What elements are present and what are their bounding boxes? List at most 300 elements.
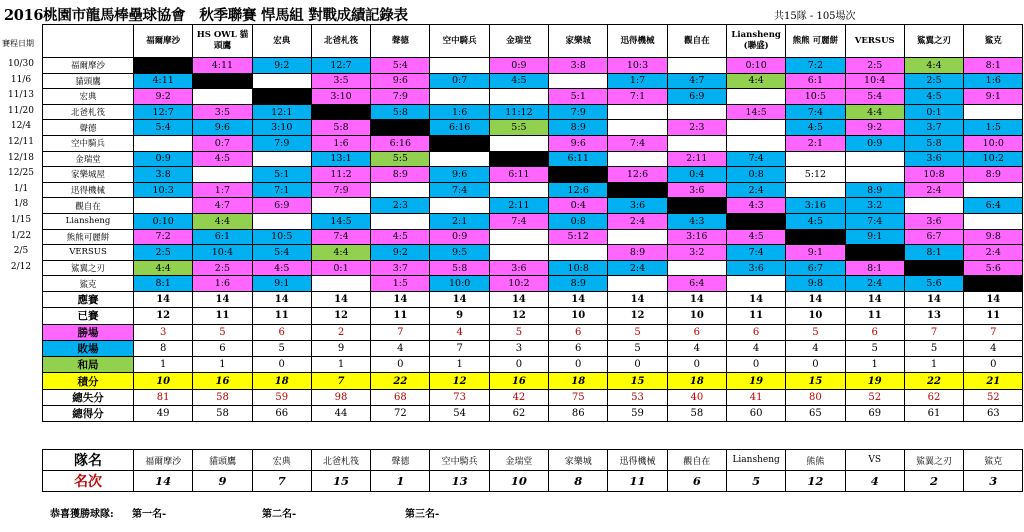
rank-team-name: 空中騎兵 xyxy=(430,450,489,471)
row-team-name: 迅得機械 xyxy=(43,182,134,198)
score-cell xyxy=(489,245,548,261)
summary-value: 13 xyxy=(904,308,963,324)
team-column-header: 觀自在 xyxy=(667,25,726,58)
summary-row xyxy=(43,389,1023,405)
score-cell: 9:1 xyxy=(964,89,1023,105)
score-cell xyxy=(489,229,548,245)
summary-value: 14 xyxy=(489,291,548,307)
summary-row xyxy=(43,340,1023,356)
score-cell: 4:5 xyxy=(252,260,311,276)
score-cell xyxy=(430,89,489,105)
score-cell xyxy=(904,198,963,214)
team-column-header: 宏典 xyxy=(252,25,311,58)
summary-value: 0 xyxy=(667,357,726,373)
summary-value: 5 xyxy=(489,324,548,340)
score-cell: 3:6 xyxy=(904,151,963,167)
summary-label: 總得分 xyxy=(43,405,134,421)
score-cell: 10:2 xyxy=(489,276,548,292)
rank-place: 6 xyxy=(667,471,726,492)
results-grid xyxy=(42,24,1023,422)
row-team-name: 熊熊可麗餅 xyxy=(43,229,134,245)
score-cell xyxy=(371,213,430,229)
summary-value: 11 xyxy=(726,308,785,324)
self-match-cell xyxy=(964,276,1023,292)
score-cell: 3:5 xyxy=(193,104,252,120)
score-cell: 7:4 xyxy=(608,135,667,151)
summary-row xyxy=(43,357,1023,373)
summary-value: 12 xyxy=(430,373,489,389)
rank-team-name: 觀自在 xyxy=(667,450,726,471)
score-cell: 2:3 xyxy=(667,120,726,136)
summary-value: 21 xyxy=(964,373,1023,389)
score-cell: 4:7 xyxy=(667,73,726,89)
summary-value: 11 xyxy=(845,308,904,324)
summary-value: 44 xyxy=(311,405,370,421)
schedule-date: 11/20 xyxy=(8,105,34,116)
score-cell: 12:1 xyxy=(252,104,311,120)
summary-value: 42 xyxy=(489,389,548,405)
summary-value: 0 xyxy=(549,357,608,373)
team-row xyxy=(43,213,1023,229)
score-cell: 9:1 xyxy=(845,229,904,245)
score-cell: 0:9 xyxy=(430,229,489,245)
score-cell: 3:2 xyxy=(667,245,726,261)
ranking-table xyxy=(42,449,1023,492)
score-cell: 3:8 xyxy=(134,167,193,183)
score-cell: 7:4 xyxy=(726,151,785,167)
score-cell: 3:6 xyxy=(667,182,726,198)
summary-row xyxy=(43,405,1023,421)
score-cell: 8:9 xyxy=(549,276,608,292)
score-cell: 5:4 xyxy=(845,89,904,105)
score-cell: 2:1 xyxy=(786,135,845,151)
summary-value: 12 xyxy=(311,308,370,324)
score-cell: 14:5 xyxy=(726,104,785,120)
summary-value: 60 xyxy=(726,405,785,421)
team-row xyxy=(43,260,1023,276)
team-column-header: 家樂城 xyxy=(549,25,608,58)
score-cell: 9:2 xyxy=(371,245,430,261)
summary-value: 1 xyxy=(845,357,904,373)
summary-value: 4 xyxy=(371,340,430,356)
team-row xyxy=(43,104,1023,120)
summary-value: 8 xyxy=(134,340,193,356)
rank-place: 4 xyxy=(845,471,904,492)
schedule-date: 1/15 xyxy=(10,214,32,225)
score-cell: 0:4 xyxy=(549,198,608,214)
score-cell: 8:1 xyxy=(964,58,1023,74)
score-cell: 9:5 xyxy=(430,245,489,261)
summary-value: 68 xyxy=(371,389,430,405)
score-cell: 10:0 xyxy=(430,276,489,292)
summary-value: 22 xyxy=(371,373,430,389)
schedule-date: 1/22 xyxy=(10,230,32,241)
self-match-cell xyxy=(430,135,489,151)
score-cell: 0:8 xyxy=(549,213,608,229)
row-team-name: 觀自在 xyxy=(43,198,134,214)
summary-value: 7 xyxy=(311,373,370,389)
summary-value: 66 xyxy=(252,405,311,421)
score-cell: 5:1 xyxy=(252,167,311,183)
score-cell: 11:12 xyxy=(489,104,548,120)
summary-value: 2 xyxy=(311,324,370,340)
score-cell: 6:4 xyxy=(964,198,1023,214)
score-cell xyxy=(430,58,489,74)
score-cell: 4:5 xyxy=(489,73,548,89)
summary-value: 59 xyxy=(608,405,667,421)
summary-value: 63 xyxy=(964,405,1023,421)
score-cell: 8:9 xyxy=(549,120,608,136)
score-cell: 2:3 xyxy=(371,198,430,214)
score-cell xyxy=(549,73,608,89)
score-cell: 1:6 xyxy=(311,135,370,151)
summary-value: 14 xyxy=(252,291,311,307)
score-cell xyxy=(252,151,311,167)
score-cell: 2:4 xyxy=(608,260,667,276)
summary-value: 59 xyxy=(252,389,311,405)
row-team-name: 家樂城屋 xyxy=(43,167,134,183)
summary-value: 15 xyxy=(786,373,845,389)
score-cell: 2:4 xyxy=(904,182,963,198)
summary-value: 58 xyxy=(667,405,726,421)
self-match-cell xyxy=(489,151,548,167)
self-match-cell xyxy=(904,260,963,276)
score-cell: 5:12 xyxy=(549,229,608,245)
score-cell: 8:1 xyxy=(904,245,963,261)
schedule-date: 12/4 xyxy=(10,121,32,132)
team-column-header: 福爾摩沙 xyxy=(134,25,193,58)
row-team-name: Liansheng xyxy=(43,213,134,229)
summary-value: 58 xyxy=(193,389,252,405)
rank-place: 13 xyxy=(430,471,489,492)
rank-team-name: 熊熊 xyxy=(786,450,845,471)
score-cell: 5:8 xyxy=(904,135,963,151)
summary-value: 14 xyxy=(904,291,963,307)
score-cell: 9:6 xyxy=(430,167,489,183)
score-cell: 4:5 xyxy=(786,213,845,229)
score-cell: 12:7 xyxy=(311,58,370,74)
summary-value: 4 xyxy=(430,324,489,340)
summary-value: 3 xyxy=(134,324,193,340)
score-cell: 4:11 xyxy=(193,58,252,74)
score-cell: 9:2 xyxy=(845,120,904,136)
summary-value: 12 xyxy=(489,308,548,324)
score-cell: 6:9 xyxy=(252,198,311,214)
summary-value: 15 xyxy=(608,373,667,389)
summary-value: 11 xyxy=(252,308,311,324)
summary-value: 14 xyxy=(430,291,489,307)
rank-team-name: 貓頭鷹 xyxy=(193,450,252,471)
summary-value: 0 xyxy=(964,357,1023,373)
score-cell: 2:5 xyxy=(193,260,252,276)
summary-value: 52 xyxy=(845,389,904,405)
summary-value: 9 xyxy=(430,308,489,324)
summary-value: 11 xyxy=(964,308,1023,324)
score-cell: 9:6 xyxy=(193,120,252,136)
summary-value: 4 xyxy=(786,340,845,356)
score-cell xyxy=(786,182,845,198)
rank-team-name: 鯊克 xyxy=(964,450,1023,471)
score-cell: 2:4 xyxy=(964,245,1023,261)
row-team-name: VERSUS xyxy=(43,245,134,261)
team-column-header: HS OWL 貓頭鷹 xyxy=(193,25,252,58)
summary-value: 19 xyxy=(726,373,785,389)
score-cell: 12:7 xyxy=(134,104,193,120)
summary-row xyxy=(43,308,1023,324)
score-cell xyxy=(134,198,193,214)
rank-place: 7 xyxy=(252,471,311,492)
summary-value: 18 xyxy=(252,373,311,389)
score-cell: 5:6 xyxy=(964,260,1023,276)
score-cell xyxy=(845,151,904,167)
score-cell: 3:2 xyxy=(845,198,904,214)
score-cell: 5:8 xyxy=(430,260,489,276)
rank-team-name: 宏典 xyxy=(252,450,311,471)
score-cell xyxy=(489,182,548,198)
score-cell xyxy=(964,182,1023,198)
self-match-cell xyxy=(311,104,370,120)
team-row xyxy=(43,229,1023,245)
summary-value: 14 xyxy=(845,291,904,307)
score-cell: 0:9 xyxy=(845,135,904,151)
summary-value: 1 xyxy=(311,357,370,373)
summary-value: 14 xyxy=(608,291,667,307)
score-cell xyxy=(489,89,548,105)
score-cell: 4:3 xyxy=(667,213,726,229)
score-cell: 4:4 xyxy=(311,245,370,261)
summary-value: 52 xyxy=(964,389,1023,405)
summary-value: 40 xyxy=(667,389,726,405)
score-cell: 5:4 xyxy=(252,245,311,261)
summary-value: 9 xyxy=(311,340,370,356)
schedule-date: 12/25 xyxy=(8,168,34,179)
rank-team-name: 金瑞堂 xyxy=(489,450,548,471)
summary-value: 3 xyxy=(489,340,548,356)
schedule-date: 11/13 xyxy=(8,90,34,101)
score-cell: 7:4 xyxy=(786,104,845,120)
score-cell: 10:2 xyxy=(964,151,1023,167)
summary-value: 69 xyxy=(845,405,904,421)
score-cell xyxy=(252,213,311,229)
score-cell: 3:16 xyxy=(786,198,845,214)
self-match-cell xyxy=(252,89,311,105)
summary-label: 已賽 xyxy=(43,308,134,324)
score-cell: 4:11 xyxy=(134,73,193,89)
summary-value: 73 xyxy=(430,389,489,405)
score-cell: 6:7 xyxy=(786,260,845,276)
score-cell: 1:7 xyxy=(608,73,667,89)
summary-value: 65 xyxy=(786,405,845,421)
score-cell: 4:5 xyxy=(786,120,845,136)
team-row xyxy=(43,182,1023,198)
summary-value: 12 xyxy=(608,308,667,324)
score-cell: 10:5 xyxy=(252,229,311,245)
score-cell: 3:6 xyxy=(904,213,963,229)
rank-team-name: 北爸札筏 xyxy=(311,450,370,471)
self-match-cell xyxy=(726,213,785,229)
score-cell: 1:6 xyxy=(430,104,489,120)
row-team-name: 福爾摩沙 xyxy=(43,58,134,74)
score-cell xyxy=(608,276,667,292)
summary-value: 1 xyxy=(430,357,489,373)
score-cell: 0:1 xyxy=(311,260,370,276)
score-cell: 3:6 xyxy=(726,260,785,276)
score-cell: 3:16 xyxy=(667,229,726,245)
team-column-header: VERSUS xyxy=(845,25,904,58)
score-cell: 7:1 xyxy=(608,89,667,105)
score-cell: 9:6 xyxy=(549,135,608,151)
summary-value: 0 xyxy=(252,357,311,373)
summary-value: 98 xyxy=(311,389,370,405)
schedule-date: 1/1 xyxy=(13,183,29,194)
score-cell: 10:0 xyxy=(964,135,1023,151)
score-cell: 3:5 xyxy=(311,73,370,89)
rank-place: 9 xyxy=(193,471,252,492)
score-cell: 4:3 xyxy=(726,198,785,214)
summary-row xyxy=(43,373,1023,389)
score-cell: 8:9 xyxy=(845,182,904,198)
score-cell xyxy=(786,151,845,167)
score-cell: 2:11 xyxy=(489,198,548,214)
rank-place: 12 xyxy=(786,471,845,492)
team-column-header: 迅得機械 xyxy=(608,25,667,58)
rank-team-name: VS xyxy=(845,450,904,471)
summary-value: 4 xyxy=(667,340,726,356)
team-column-header: Liansheng (聯盛) xyxy=(726,25,785,58)
score-cell xyxy=(430,198,489,214)
summary-value: 0 xyxy=(786,357,845,373)
summary-value: 1 xyxy=(193,357,252,373)
score-cell: 3:7 xyxy=(904,120,963,136)
rank-team-name: 聲德 xyxy=(371,450,430,471)
score-cell: 4:5 xyxy=(193,151,252,167)
score-cell: 3:6 xyxy=(489,260,548,276)
score-cell: 4:5 xyxy=(726,229,785,245)
score-cell: 2:5 xyxy=(904,73,963,89)
summary-value: 72 xyxy=(371,405,430,421)
self-match-cell xyxy=(786,229,845,245)
third-place-label: 第三名- xyxy=(405,509,440,520)
score-cell: 5:5 xyxy=(371,151,430,167)
score-cell: 10:8 xyxy=(549,260,608,276)
team-column-header: 熊熊 可麗餅 xyxy=(786,25,845,58)
rank-place: 15 xyxy=(311,471,370,492)
rank-place: 14 xyxy=(134,471,193,492)
score-cell: 1:6 xyxy=(964,73,1023,89)
score-cell xyxy=(726,135,785,151)
team-column-header: 北爸札筏 xyxy=(311,25,370,58)
team-row xyxy=(43,58,1023,74)
score-cell: 6:1 xyxy=(786,73,845,89)
summary-value: 7 xyxy=(371,324,430,340)
score-cell xyxy=(134,135,193,151)
summary-value: 14 xyxy=(964,291,1023,307)
summary-value: 18 xyxy=(549,373,608,389)
score-cell xyxy=(667,135,726,151)
summary-value: 18 xyxy=(667,373,726,389)
summary-value: 5 xyxy=(608,324,667,340)
score-cell: 8:9 xyxy=(964,167,1023,183)
score-cell: 0:8 xyxy=(726,167,785,183)
summary-value: 58 xyxy=(193,405,252,421)
team-column-header: 鯊翼之刃 xyxy=(904,25,963,58)
score-cell xyxy=(726,276,785,292)
summary-value: 4 xyxy=(726,340,785,356)
rank-place: 2 xyxy=(904,471,963,492)
score-cell: 9:1 xyxy=(252,276,311,292)
summary-value: 75 xyxy=(549,389,608,405)
summary-value: 11 xyxy=(371,308,430,324)
rank-place: 3 xyxy=(964,471,1023,492)
self-match-cell xyxy=(134,58,193,74)
summary-value: 10 xyxy=(786,308,845,324)
row-team-name: 金瑞堂 xyxy=(43,151,134,167)
summary-value: 7 xyxy=(904,324,963,340)
summary-value: 81 xyxy=(134,389,193,405)
score-cell: 7:9 xyxy=(371,89,430,105)
summary-label: 和局 xyxy=(43,357,134,373)
summary-value: 0 xyxy=(489,357,548,373)
team-row xyxy=(43,89,1023,105)
rank-team-name: 迅得機械 xyxy=(608,450,667,471)
score-cell: 2:4 xyxy=(845,276,904,292)
score-cell xyxy=(193,89,252,105)
score-cell: 9:6 xyxy=(371,73,430,89)
score-cell: 1:5 xyxy=(371,276,430,292)
team-row xyxy=(43,245,1023,261)
rank-team-name: 鯊翼之刃 xyxy=(904,450,963,471)
score-cell xyxy=(608,104,667,120)
team-column-header: 金瑞堂 xyxy=(489,25,548,58)
rank-place: 8 xyxy=(549,471,608,492)
score-cell xyxy=(608,151,667,167)
self-match-cell xyxy=(549,167,608,183)
score-cell: 7:9 xyxy=(252,135,311,151)
score-cell xyxy=(964,104,1023,120)
team-row xyxy=(43,276,1023,292)
team-name-label: 隊名 xyxy=(43,450,134,471)
score-cell: 2:4 xyxy=(608,213,667,229)
score-cell: 10:5 xyxy=(786,89,845,105)
team-row xyxy=(43,73,1023,89)
summary-value: 1 xyxy=(904,357,963,373)
score-cell: 11:2 xyxy=(311,167,370,183)
summary-value: 14 xyxy=(193,291,252,307)
summary-value: 5 xyxy=(904,340,963,356)
score-cell: 6:9 xyxy=(667,89,726,105)
score-cell: 7:2 xyxy=(134,229,193,245)
score-cell: 12:6 xyxy=(549,182,608,198)
score-cell: 9:2 xyxy=(252,58,311,74)
schedule-date: 1/8 xyxy=(13,199,29,210)
date-column-header: 賽程日期 xyxy=(2,39,34,48)
score-cell xyxy=(964,213,1023,229)
score-cell: 7:1 xyxy=(252,182,311,198)
team-row xyxy=(43,167,1023,183)
schedule-date: 11/6 xyxy=(10,74,32,85)
score-cell: 7:4 xyxy=(489,213,548,229)
score-cell: 8:9 xyxy=(371,167,430,183)
summary-value: 86 xyxy=(549,405,608,421)
score-cell: 2:5 xyxy=(134,245,193,261)
place-label: 名次 xyxy=(43,471,134,492)
score-cell: 6:16 xyxy=(371,135,430,151)
summary-value: 1 xyxy=(134,357,193,373)
team-row xyxy=(43,198,1023,214)
row-team-name: 空中騎兵 xyxy=(43,135,134,151)
score-cell: 8:1 xyxy=(845,260,904,276)
schedule-dates xyxy=(0,57,42,275)
